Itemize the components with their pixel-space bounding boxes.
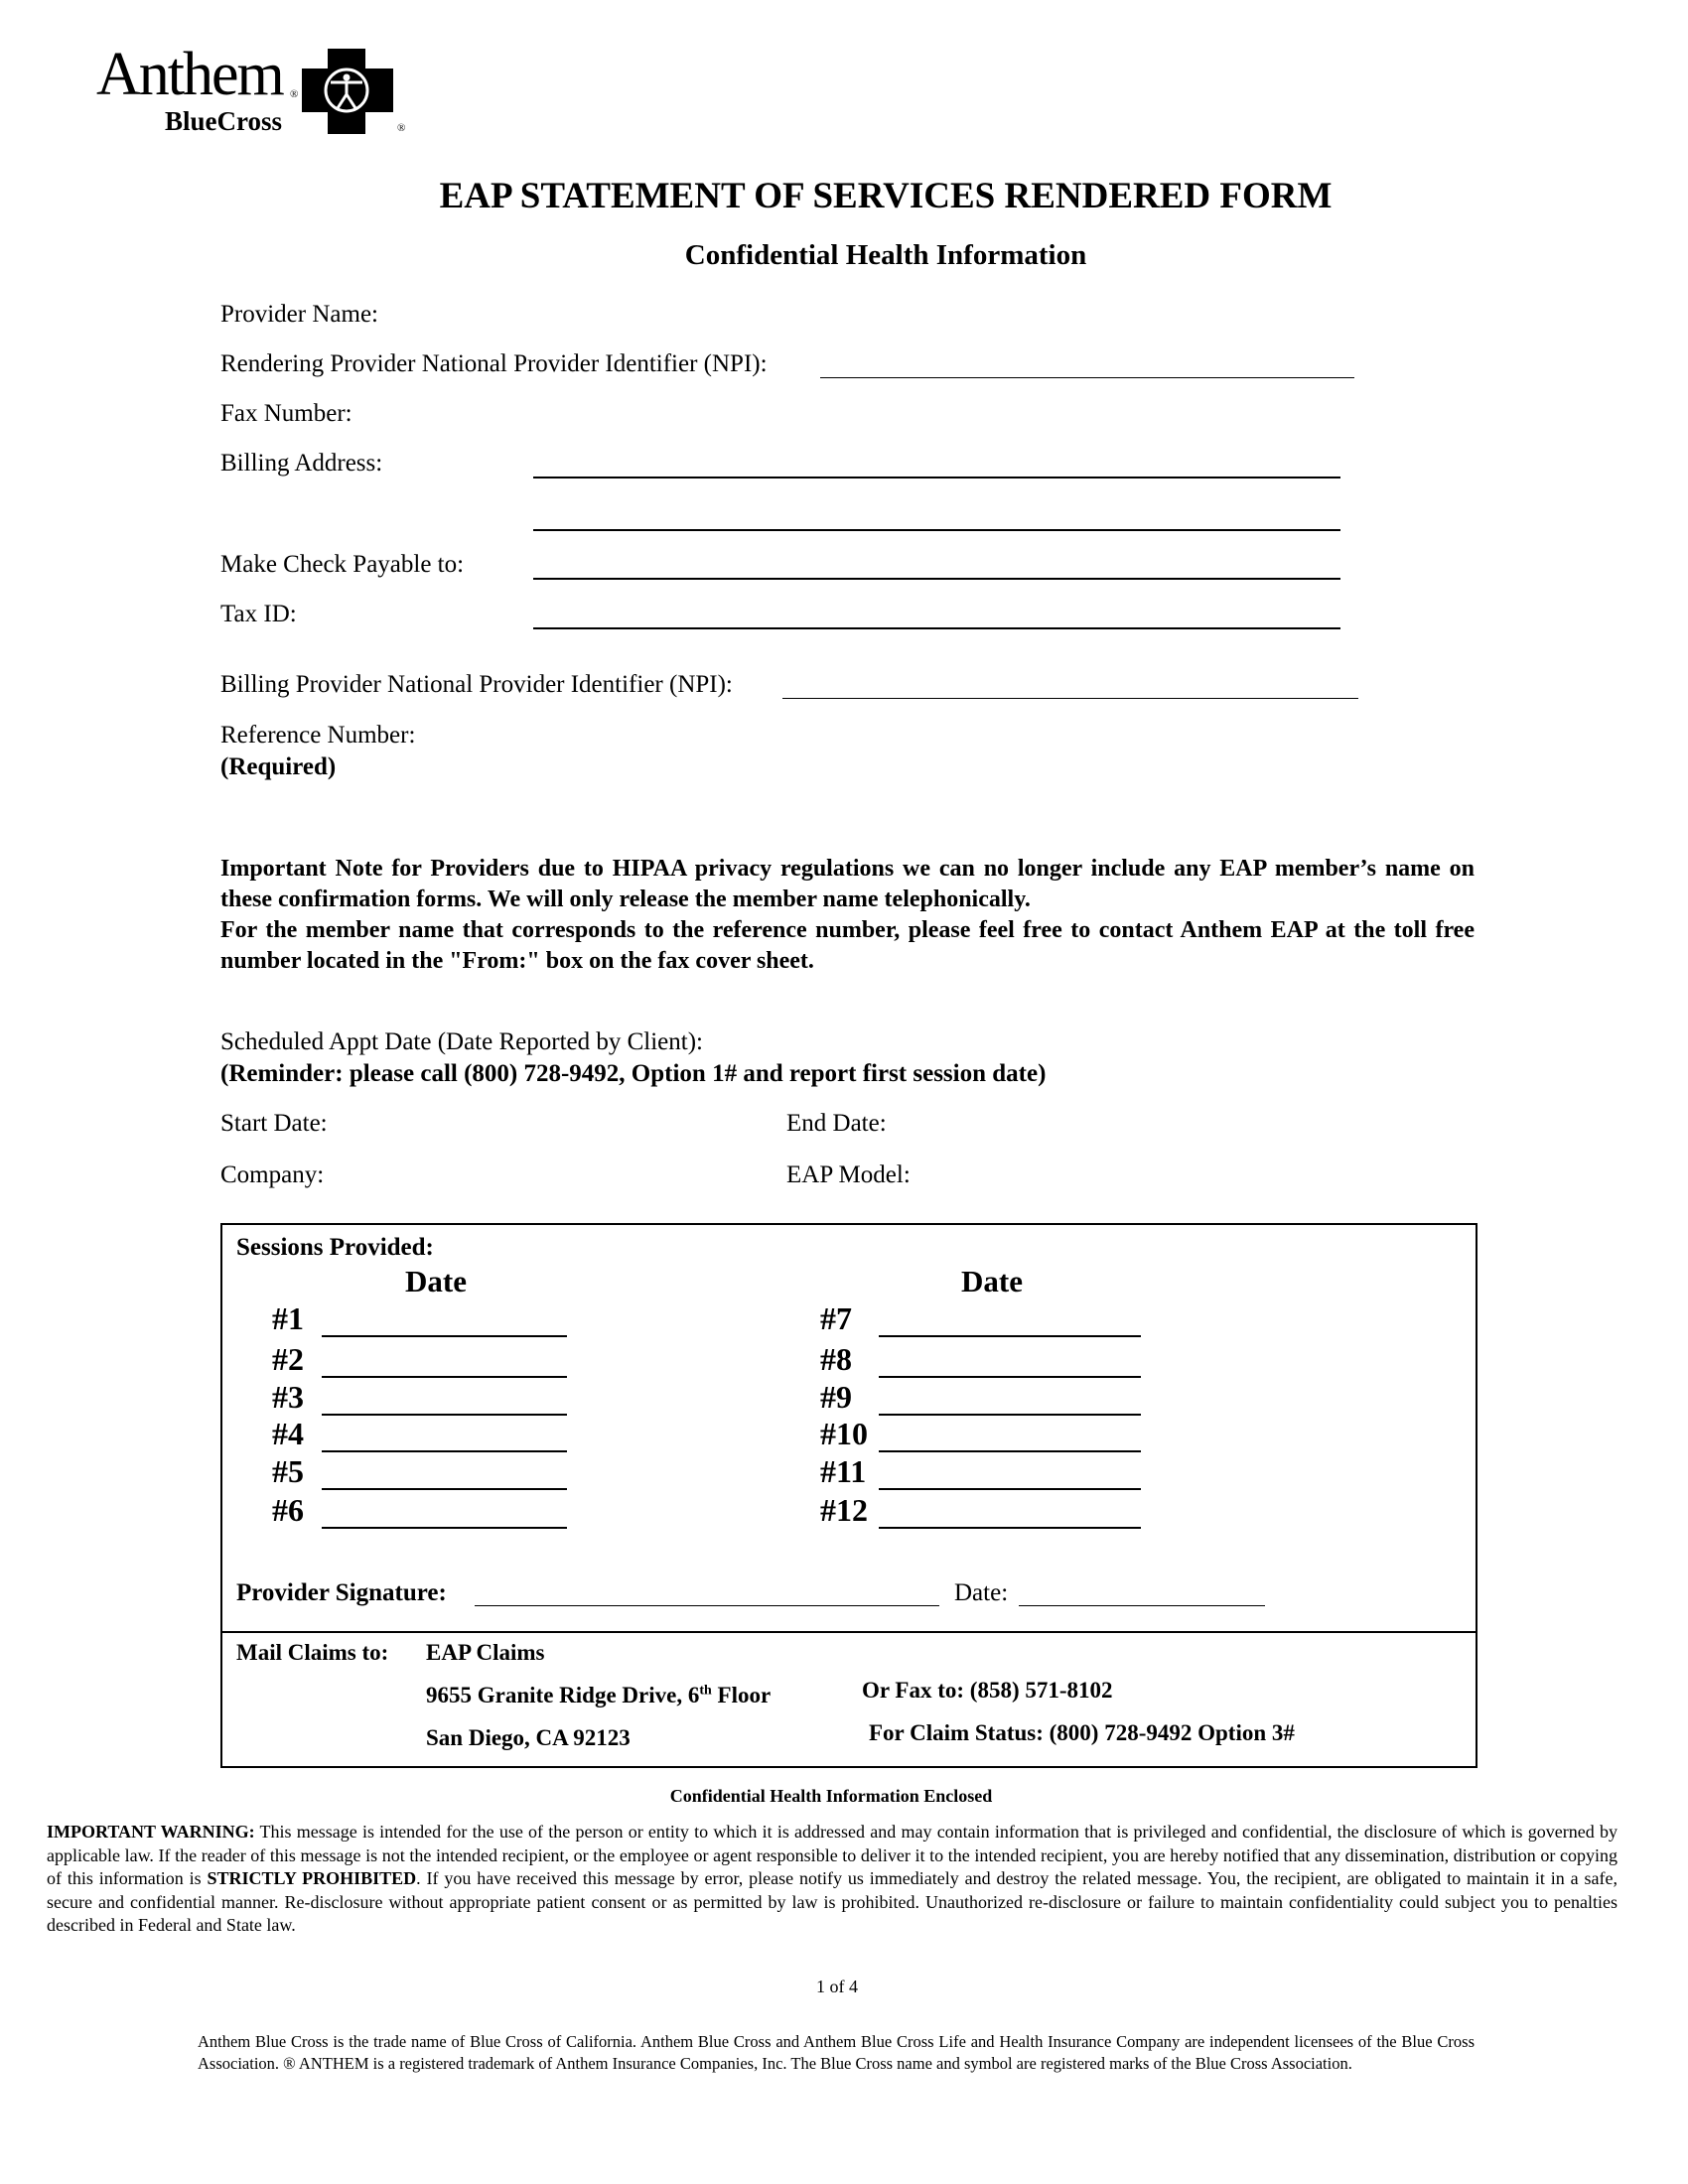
fax-to: Or Fax to: (858) 571-8102 (862, 1678, 1113, 1703)
sessions-title: Sessions Provided: (236, 1234, 434, 1261)
session-date-field[interactable] (322, 1414, 567, 1416)
page-title: EAP STATEMENT OF SERVICES RENDERED FORM (439, 176, 1333, 216)
rendering-npi-label: Rendering Provider National Provider Identifier (NPI): (220, 350, 768, 377)
divider (220, 1631, 1476, 1633)
mail-claims-label: Mail Claims to: (236, 1640, 389, 1665)
important-warning (47, 1821, 1618, 1938)
fax-number-label: Fax Number: (220, 400, 352, 427)
billing-npi-label: Billing Provider National Provider Identifier (NPI): (220, 671, 733, 698)
eap-model-label: EAP Model: (786, 1161, 911, 1188)
claim-status: For Claim Status: (800) 728-9492 Option 3# (869, 1720, 1295, 1745)
signature-date-field[interactable] (1019, 1605, 1265, 1606)
tax-id-field[interactable] (533, 627, 1340, 629)
check-payable-field[interactable] (533, 578, 1340, 580)
session-date-field[interactable] (879, 1335, 1141, 1337)
session-date-field[interactable] (879, 1414, 1141, 1416)
company-label: Company: (220, 1161, 325, 1188)
session-number: #7 (820, 1300, 852, 1336)
warning-text-1: This message is intended for the use of the person or entity to which it is addressed and may contain information that is privileged and confidential, the disclosure of which is governed by applicable law. If the reader of this message is not the intended recipient, or the employee or agent responsible to deliver it to the intended recipient, you are hereby notified that any dissemination, distribution or copying of this information is (47, 1822, 1618, 1888)
billing-address-field-1[interactable] (533, 477, 1340, 478)
mail-street-text: 9655 Granite Ridge Drive, 6 (426, 1683, 700, 1707)
warning-label: IMPORTANT WARNING: (47, 1822, 255, 1842)
check-payable-label: Make Check Payable to: (220, 551, 465, 578)
session-number: #11 (820, 1453, 867, 1489)
mail-name: EAP Claims (426, 1640, 545, 1665)
cross-reg-mark: ® (397, 122, 406, 134)
session-number: #5 (272, 1453, 304, 1489)
provider-signature-label: Provider Signature: (236, 1579, 447, 1606)
reference-number-label: Reference Number: (220, 722, 416, 749)
signature-date-label: Date: (954, 1579, 1009, 1606)
warning-strong: STRICTLY PROHIBITED (207, 1868, 417, 1888)
session-date-field[interactable] (879, 1527, 1141, 1529)
provider-signature-field[interactable] (475, 1605, 939, 1606)
billing-npi-field[interactable] (782, 698, 1358, 699)
session-date-field[interactable] (322, 1376, 567, 1378)
session-number: #2 (272, 1341, 304, 1377)
logo-subtitle: BlueCross (165, 106, 283, 136)
billing-address-label: Billing Address: (220, 450, 383, 477)
footer-legal: Anthem Blue Cross is the trade name of Blue Cross of California. Anthem Blue Cross and Anthem Blue Cross Life and Health Insurance Company are independent licensees of the Blue Cross Association. ® ANTHEM is a registered trademark of Anthem Insurance Companies, Inc. The Blue Cross name and symbol are registered marks of the Blue Cross Association. (198, 2032, 1475, 2073)
reminder-text: (Reminder: please call (800) 728-9492, Option 1# and report first session date) (220, 1060, 1047, 1087)
required-label: (Required) (220, 753, 337, 780)
session-number: #1 (272, 1300, 304, 1336)
session-number: #9 (820, 1379, 852, 1415)
blue-cross-icon (302, 49, 393, 134)
mail-street (426, 1683, 771, 1707)
tax-id-label: Tax ID: (220, 601, 297, 627)
important-note-p1: Important Note for Providers due to HIPAA privacy regulations we can no longer include any EAP member’s name on these confirmation forms. We will only release the member name telephonically. (220, 856, 1475, 912)
logo-reg-mark: ® (290, 88, 299, 100)
enclosed-heading: Confidential Health Information Enclosed (669, 1786, 993, 1806)
scheduled-appt-label: Scheduled Appt Date (Date Reported by Client): (220, 1028, 703, 1055)
mail-street-sup: th (699, 1683, 712, 1699)
session-date-field[interactable] (879, 1488, 1141, 1490)
session-date-field[interactable] (879, 1450, 1141, 1452)
session-number: #8 (820, 1341, 852, 1377)
rendering-npi-field[interactable] (820, 377, 1354, 378)
mail-city: San Diego, CA 92123 (426, 1725, 631, 1750)
important-note-p2: For the member name that corresponds to the reference number, please feel free to contact Anthem EAP at the toll free number located in the "From:" box on the fax cover sheet. (220, 917, 1475, 974)
important-note (220, 854, 1475, 977)
warning-text-2: . If you have received this message by error, please notify us immediately and destroy the related message. You, the recipient, are obligated to maintain it in a safe, secure and confidential manner. Re-disclosure without appropriate patient consent or as permitted by law is prohibited. Unauthorized re-disclosure or failure to maintain confidentiality could subject you to penalties described in Federal and State law. (47, 1868, 1618, 1935)
billing-address-field-2[interactable] (533, 529, 1340, 531)
session-date-field[interactable] (322, 1488, 567, 1490)
session-number: #10 (820, 1416, 868, 1451)
session-number: #4 (272, 1416, 304, 1451)
mail-street-end: Floor (711, 1683, 772, 1707)
page-subtitle: Confidential Health Information (684, 239, 1087, 271)
start-date-label: Start Date: (220, 1110, 328, 1137)
logo-wordmark: Anthem (96, 41, 283, 108)
session-date-field[interactable] (322, 1450, 567, 1452)
session-number: #12 (820, 1492, 868, 1528)
session-date-field[interactable] (322, 1335, 567, 1337)
session-number: #3 (272, 1379, 304, 1415)
session-date-field[interactable] (322, 1527, 567, 1529)
page-number: 1 of 4 (816, 1977, 858, 1996)
session-number: #6 (272, 1492, 304, 1528)
date-header-left: Date (405, 1264, 467, 1298)
end-date-label: End Date: (786, 1110, 887, 1137)
session-date-field[interactable] (879, 1376, 1141, 1378)
provider-name-label: Provider Name: (220, 301, 378, 328)
date-header-right: Date (961, 1264, 1023, 1298)
